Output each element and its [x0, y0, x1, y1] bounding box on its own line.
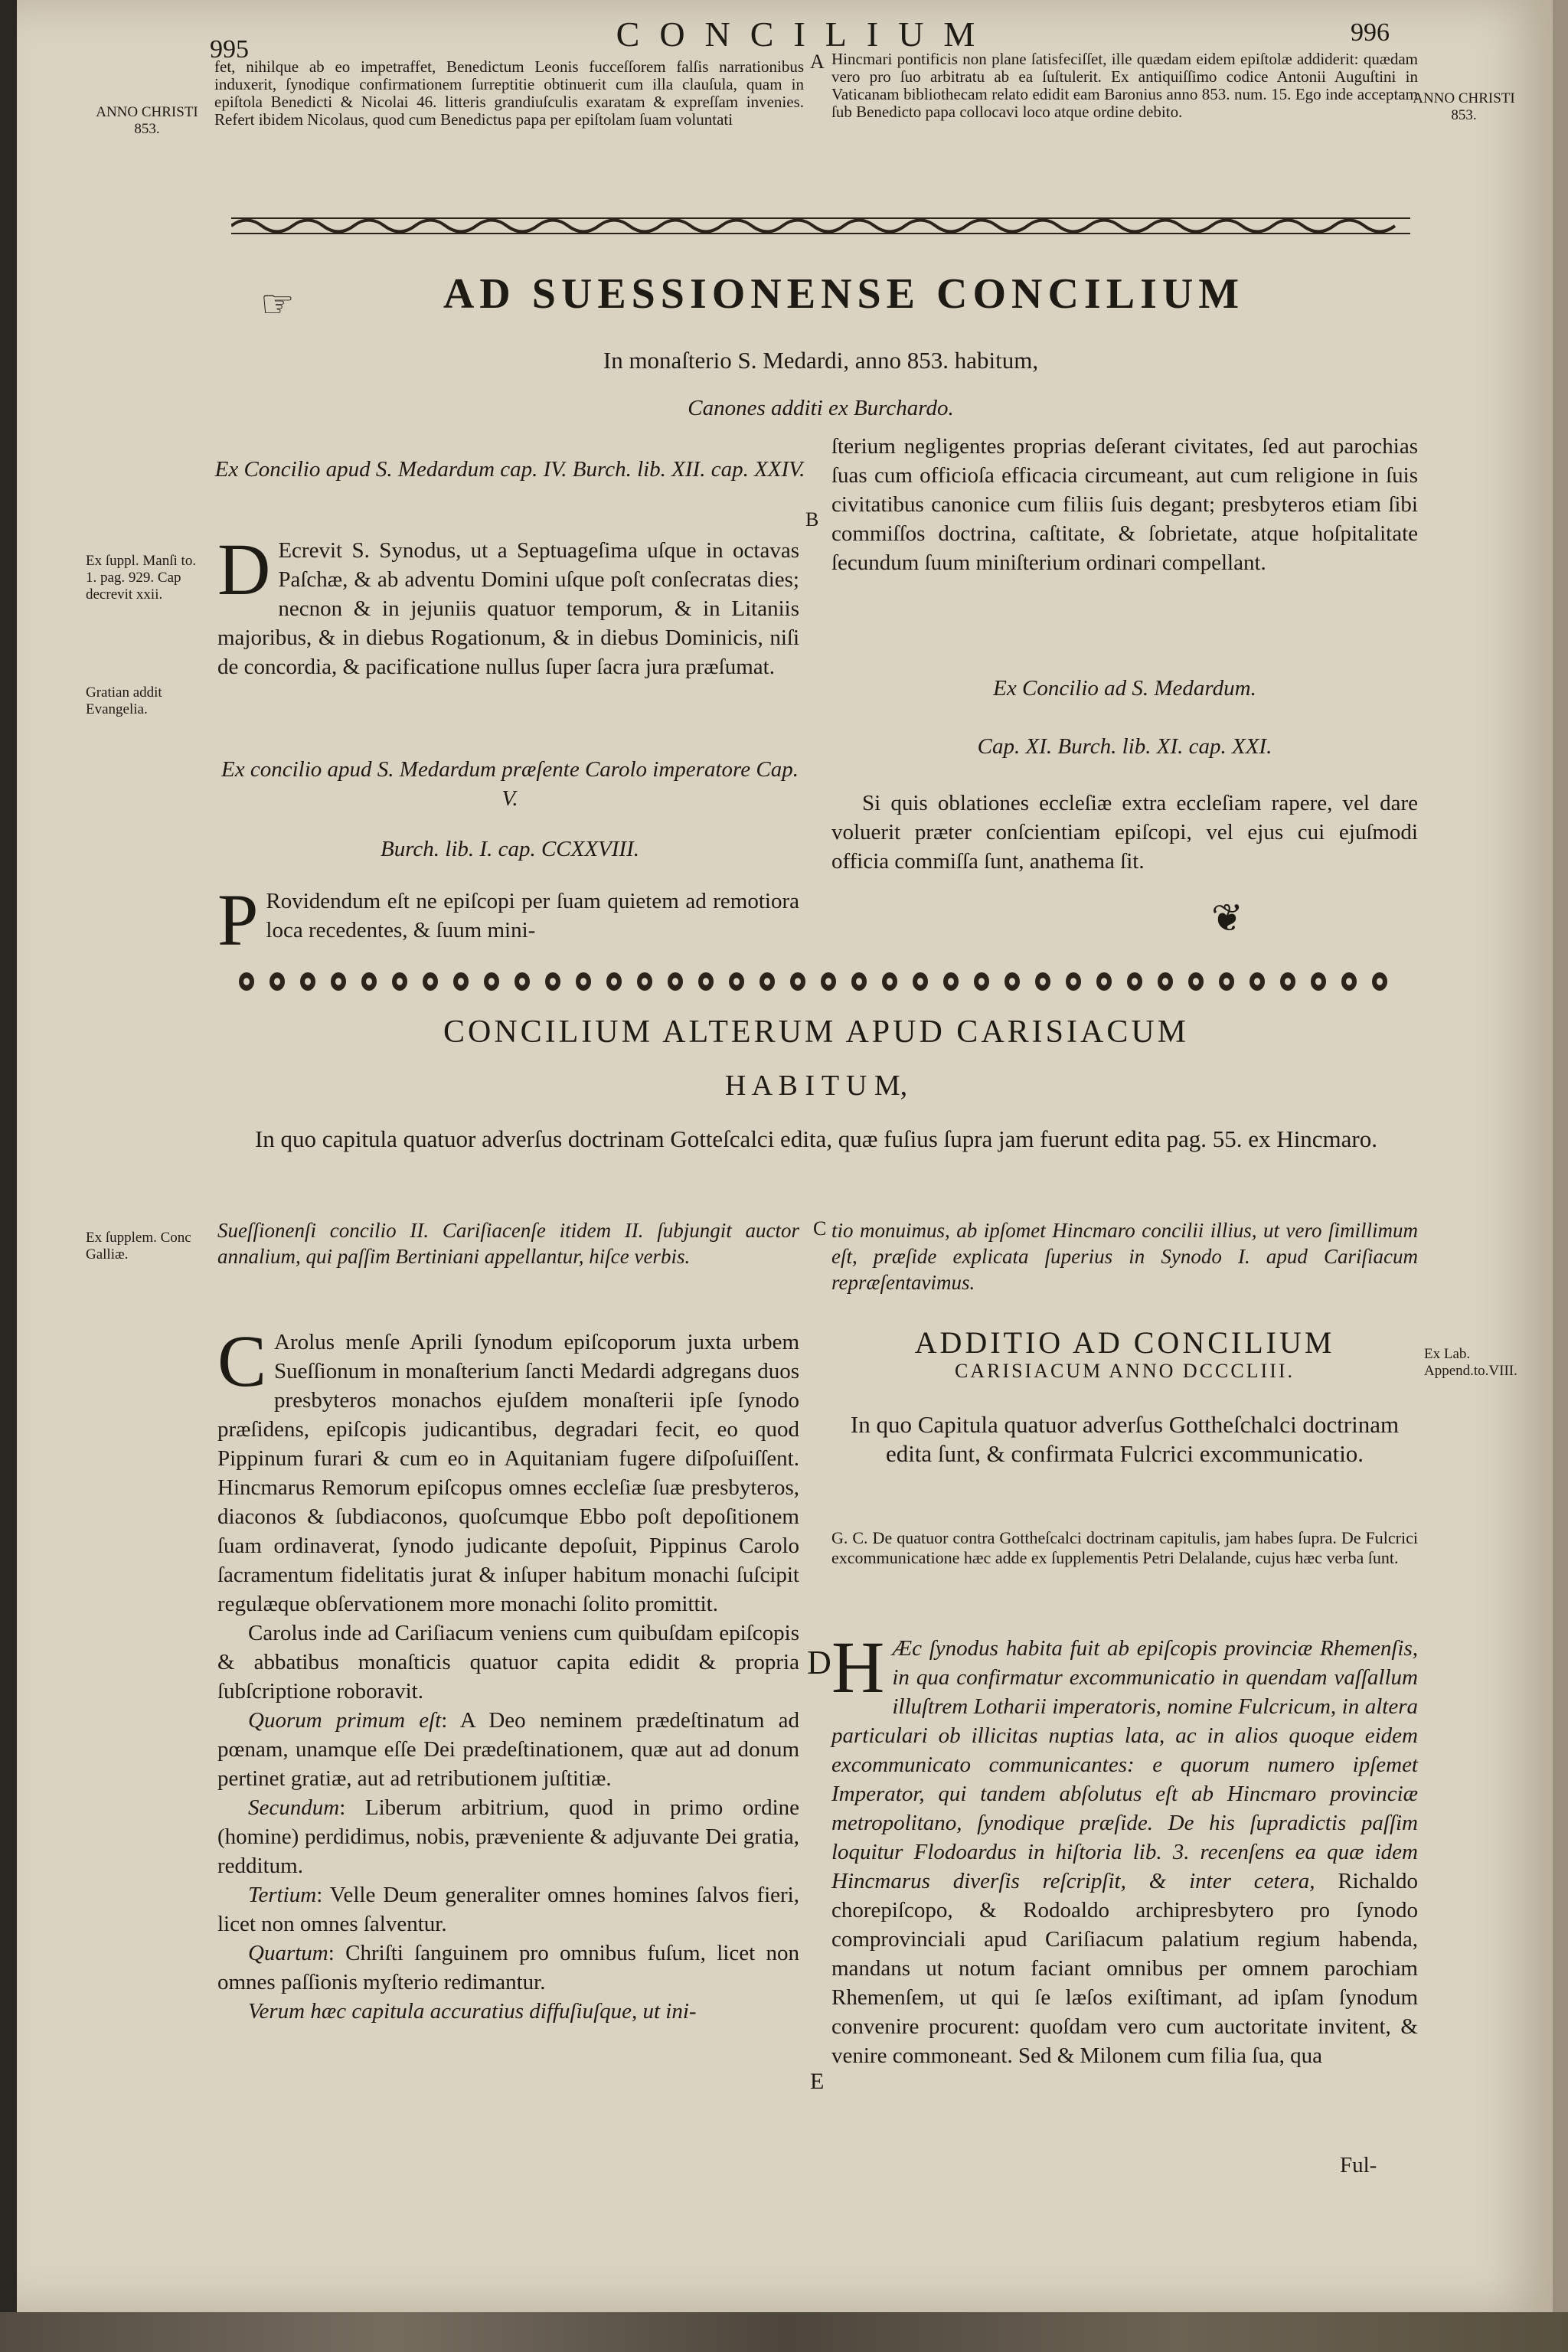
section-marker-a: A: [810, 51, 825, 73]
section1-heading1: Ex Concilio apud S. Medardum cap. IV. Burch. lib. XII. cap. XXIV.: [214, 457, 805, 482]
dropcap-p: P: [217, 879, 259, 961]
section2-intro: In quo capitula quatuor adverſus doctrinam Gotteſcalci edita, quæ fuſius ſupra jam fuerunt edita pag. 55. ex Hincmaro.: [254, 1125, 1378, 1152]
background-carpet: [0, 2312, 1568, 2352]
section2-lead-right: tio monuimus, ab ipſomet Hincmaro concilii illius, ut vero ſimillimum eſt, præſide explicata ſuperius in Synodo I. apud Cariſiacum repræſentavimus.: [831, 1219, 1418, 1294]
margin-note-conc-galliae: Ex ſupplem. Conc Galliæ.: [86, 1230, 191, 1263]
para1-text: Ecrevit S. Synodus, ut a Septuageſima uſque in octavas Paſchæ, & ab adventu Domini uſque poſt conſecratas dies; necnon & in jejuniis quatuor temporum, & in Litaniis majoribus, & in diebus Rogationum, & in diebus Dominicis, niſi de concordia, & pacificatione nullus ſuper ſacra jura præſumat.: [217, 538, 799, 679]
header-left-column: fet, nihilque ab eo impetraffet, Benedictum Leonis fucceſſorem falſis narrationibus induxerit, ſynodique confirmationem ſurreptitie obtinuerit cum illa clauſula, quam in epiſtola Benedicti & Nicolai 46. litteris grandiuſculis exaratam & expreſſam invenies. Refert ibidem Nicolaus, quod cum Benedictus papa per epiſtolam ſuam voluntati: [214, 57, 804, 129]
section1-subtitle: In monaſterio S. Medardi, anno 853. habitum,: [603, 347, 1039, 374]
left-p1: Arolus menſe Aprili ſynodum epiſcoporum juxta urbem Sueſſionum in monaſterium ſancti Medardi adgregans duos presbyteros monachos ejuſdem monaſterii ipſe ſynodo præſidens, epiſcopis judicantibus, degradari fecit, eo quod Pippinum furari & cum eo in Aquitaniam fugere diſpoſuiſſent. Hincmarus Remorum epiſcopus omnes eccleſiæ ſuæ presbyteros, diaconos & ſubdiaconos, quoſcumque Ebbo poſt depoſitionem ſuam ordinaverat, ſynodo judicante depoſuit, Pippinus Carolo ſacramentum fidelitatis jurat & inſuper habitum monachi ſuſcipit regulæque obſervationem more monachi ſolito promittit.: [217, 1330, 799, 1616]
dropcap-d: D: [217, 528, 271, 610]
left-p2: Carolus inde ad Cariſiacum veniens cum quibuſdam epiſcopis & abbatibus monaſticis quatuor capita edidit & propria ſubſcriptione roboravit.: [217, 1621, 799, 1704]
left-p6: Quartum: Chriſti ſanguinem pro omnibus fuſum, licet non omnes paſſionis myſterio redimantur.: [217, 1941, 799, 1994]
left-p7: Verum hæc capitula accuratius diffuſiuſque, ut ini-: [248, 1999, 697, 2024]
header-right-column: Hincmari pontificis non plane ſatisfeciſſet, ille quædam eidem epiſtolæ addiderit: quædam vero pro ſuo arbitratu ab ea ſuſtulerit. Ex antiquiſſimo codice Antonii Auguſtini in Vaticanam bibliothecam relato edidit eam Baronius anno 853. num. 15. Ego inde acceptam ſub Benedicto papa collocavi loco atque ordine debito.: [831, 50, 1418, 121]
margin-note-supplement: Ex ſuppl. Manſi to. 1. pag. 929. Cap decrevit xxii.: [86, 553, 197, 603]
section1-title: AD SUESSIONENSE CONCILIUM: [443, 270, 1245, 318]
pointing-hand-icon: ☞: [260, 283, 295, 325]
page-number-left: 995: [210, 35, 249, 64]
section1-right-para1: ſterium negligentes proprias deſerant civitates, ſed aut parochias ſuas cum officioſa efficacia circumeant, aut cum religione in ſuis civitatibus canonice cum filiis ſuis degant; presbyteros etiam ſibi commiſſos doctrina, caſtitate, & ſobrietate, atque hoſpitalitate ſecundum ſuum miniſterium ordinari compellant.: [831, 434, 1418, 575]
section1-para1: [217, 528, 799, 681]
anno-christi-right: ANNO CHRISTI 853.: [1413, 90, 1515, 123]
dropcap-h: H: [831, 1626, 885, 1708]
book-page: [17, 0, 1553, 2312]
para2-text: Rovidendum eſt ne epiſcopi per ſuam quietem ad remotiora loca recedentes, & ſuum mini-: [266, 889, 799, 942]
ornament-rule-middle: [231, 968, 1410, 995]
additio-title: ADDITIO AD CONCILIUM: [914, 1325, 1335, 1360]
section1-right-para2: Si quis oblationes eccleſiæ extra eccleſiam rapere, vel dare voluerit præter conſcientiam epiſcopi, vel ejus cui ejuſmodi officia commiſſa ſunt, anathema ſit.: [831, 791, 1418, 874]
running-title: CONCILIUM: [616, 15, 995, 54]
left-p4: Secundum: Liberum arbitrium, quod in primo ordine (homine) perdidimus, nobis, præveniente & adjuvante Dei gratia, redditum.: [217, 1795, 799, 1878]
additio-para-italic: Æc ſynodus habita fuit ab epiſcopis provinciæ Rhemenſis, in qua confirmatur excommunicatio in quendam vaſſallum illuſtrem Lotharii imperatoris, nomine Fulcricum, in altera particulari ob illicitas nuptias lata, ac in alios quoque eidem excommunicato communicantes: e quorum numero ipſemet Imperator, qui tandem abſolutus eſt ab Hincmaro provinciæ metropolitano, ſynodique præſide. De his ſupradictis paſſim loquitur Flodoardus in hiſtoria lib. 3. recenſens ea quæ idem Hincmarus diverſis reſcripſit, & inter cetera,: [831, 1636, 1418, 1893]
dropcap-c: C: [217, 1320, 267, 1402]
page-number-right: 996: [1351, 18, 1390, 47]
section-marker-e: E: [810, 2069, 825, 2094]
fleuron-icon: ❦: [1211, 897, 1243, 939]
section2-left-column: [217, 1320, 800, 2026]
additio-intro: In quo Capitula quatuor adverſus Gottheſchalci doctrinam edita ſunt, & confirmata Fulcrici excommunicatio.: [850, 1411, 1400, 1467]
ornament-rule-top: [231, 214, 1410, 237]
section1-para2: [217, 879, 799, 961]
margin-note-lab: Ex Lab. Append.to.VIII.: [1424, 1346, 1517, 1379]
section-marker-c: C: [813, 1217, 827, 1240]
section1-subsubtitle: Canones additi ex Burchardo.: [688, 396, 954, 420]
section2-title: CONCILIUM ALTERUM APUD CARISIACUM: [443, 1014, 1190, 1050]
section1-right-heading1: Ex Concilio ad S. Medardum.: [993, 676, 1256, 701]
margin-note-gratian: Gratian addit Evangelia.: [86, 684, 162, 717]
left-p3: Quorum primum eſt: A Deo neminem prædeſtinatum ad pœnam, unamque eſſe Dei prædeſtinationem, quæ aut ad donum pertinet gratiæ, aut ad retributionem juſtitiæ.: [217, 1708, 800, 1791]
catchword: Ful-: [1340, 2153, 1377, 2177]
additio-para: [831, 1626, 1419, 2070]
section2-lead-left: Sueſſionenſi concilio II. Cariſiacenſe itidem II. ſubjungit auctor annalium, qui paſſim Bertiniani appellantur, hiſce verbis.: [217, 1219, 799, 1268]
page-edge: [1553, 0, 1568, 2352]
section2-title2: H A B I T U M,: [724, 1070, 908, 1102]
additio-para-roman: Richaldo chorepiſcopo, & Rodoaldo archipresbytero pro ſynodo comprovinciali apud Cariſiacum palatium regium habenda, mandans ut notum faciant omnibus per omnem parochiam Rhemenſem, ut qui ſe læſos exiſtimant, ad ipſam ſynodum convenire procurent: quoſdam vero cum auctoritate invitent, & venire commoneant. Sed & Milonem cum filia ſua, qua: [831, 1869, 1419, 2068]
anno-christi-left: ANNO CHRISTI 853.: [96, 104, 198, 137]
section1-right-heading2: Cap. XI. Burch. lib. XI. cap. XXI.: [977, 734, 1272, 759]
section1-heading2b: Burch. lib. I. cap. CCXXVIII.: [381, 837, 639, 861]
left-p5: Tertium: Velle Deum generaliter omnes homines ſalvos fieri, licet non omnes ſalventur.: [217, 1883, 799, 1936]
additio-subtitle: CARISIACUM ANNO DCCCLIII.: [954, 1360, 1295, 1382]
section-marker-d: D: [807, 1644, 831, 1681]
section-marker-b: B: [805, 508, 819, 531]
section1-heading2: Ex concilio apud S. Medardum præſente Carolo imperatore Cap. V.: [221, 757, 799, 811]
additio-note: G. C. De quatuor contra Gottheſcalci doctrinam capitulis, jam habes ſupra. De Fulcrici excommunicatione hæc adde ex ſupplementis Petri Delalande, cujus hæc verba ſunt.: [831, 1528, 1418, 1567]
